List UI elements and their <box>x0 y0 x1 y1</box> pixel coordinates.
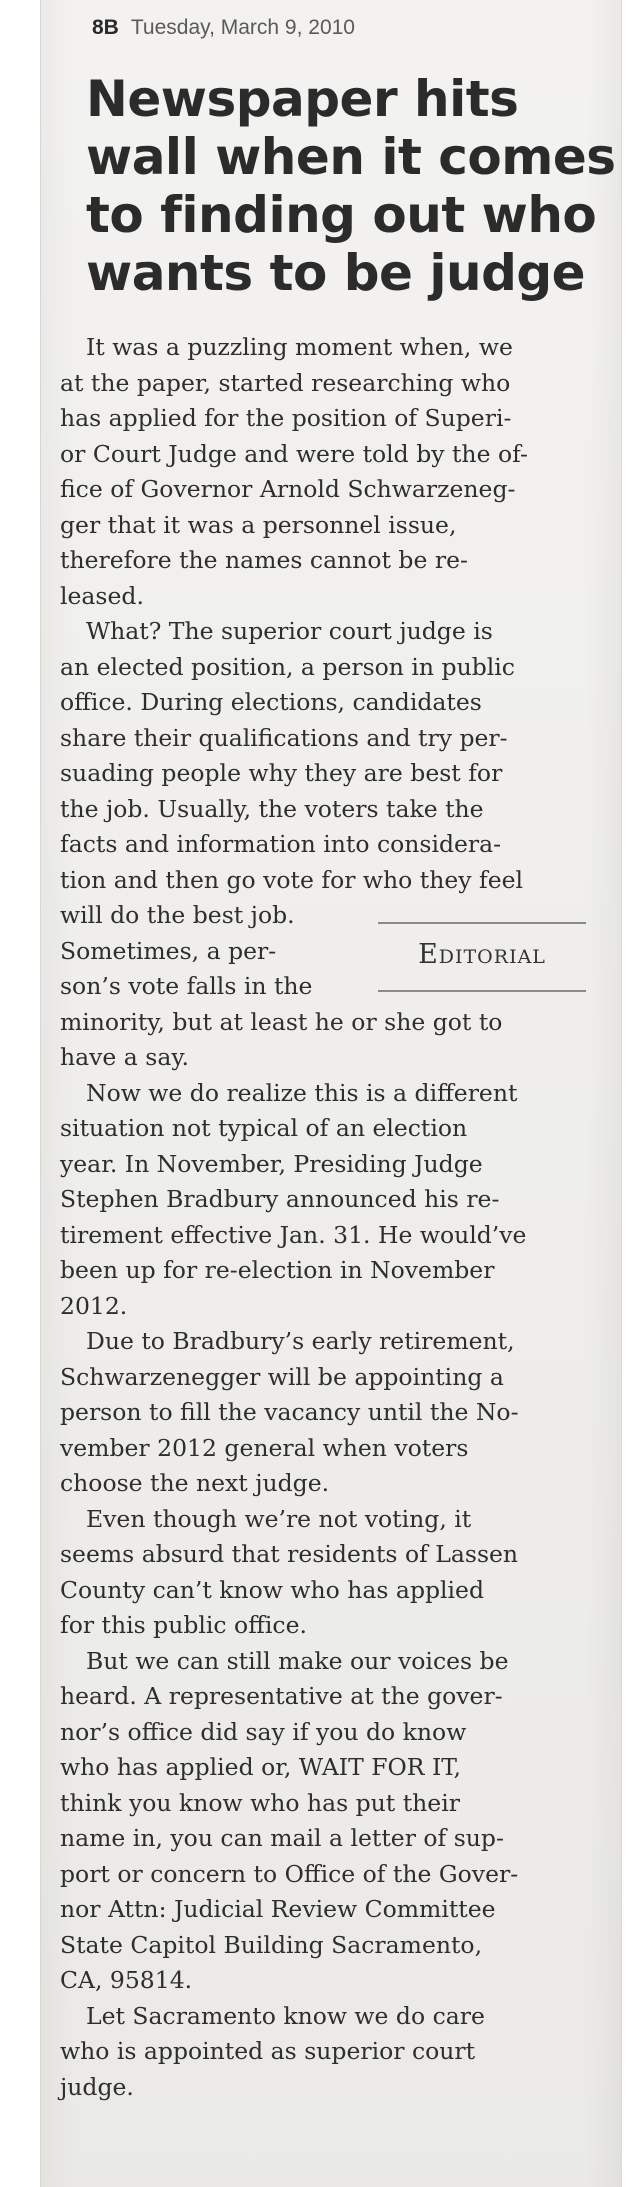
article-line: who has applied or, WAIT FOR IT, <box>60 1753 461 1781</box>
publication-date: Tuesday, March 9, 2010 <box>130 16 355 39</box>
article-line: Sometimes, a per- <box>60 936 277 965</box>
article-line: tion and then go vote for who they feel <box>60 865 524 894</box>
article-line: leased. <box>60 581 144 610</box>
article-line: been up for re-election in November <box>60 1256 495 1284</box>
article-line: seems absurd that residents of Lassen <box>60 1540 519 1568</box>
article-line: name in, you can mail a letter of sup- <box>60 1824 504 1852</box>
article-line: situation not typical of an election <box>60 1114 468 1142</box>
headline-line: to finding out who <box>86 186 597 244</box>
article-line: who is appointed as superior court <box>60 2037 476 2065</box>
article-line: an elected position, a person in public <box>60 652 515 681</box>
article-line: minority, but at least he or she got to <box>60 1007 503 1036</box>
article-line: fice of Governor Arnold Schwarzeneg- <box>60 475 516 503</box>
article-line: ger that it was a personnel issue, <box>60 510 457 539</box>
article-line: It was a puzzling moment when, we <box>86 333 513 361</box>
headline-line: wants to be judge <box>86 244 586 302</box>
page-number: 8B <box>92 16 119 39</box>
article-line: County can’t know who has applied <box>60 1575 485 1604</box>
article-line: suading people why they are best for <box>60 759 503 787</box>
article-line: year. In November, Presiding Judge <box>60 1149 483 1178</box>
article-line: judge. <box>60 2072 134 2101</box>
article-line: Stephen Bradbury announced his re- <box>60 1185 500 1213</box>
article-line: vember 2012 general when voters <box>60 1433 469 1462</box>
article-body <box>60 330 605 2105</box>
article-line: Due to Bradbury’s early retirement, <box>86 1327 515 1355</box>
article-line: What? The superior court judge is <box>86 617 493 645</box>
article-line: has applied for the position of Superi- <box>60 404 512 432</box>
article-line: tirement effective Jan. 31. He would’ve <box>60 1220 527 1249</box>
article-line: or Court Judge and were told by the of- <box>60 439 528 468</box>
article-line: facts and information into considera- <box>60 830 502 858</box>
headline-line: Newspaper hits <box>86 70 519 128</box>
article-line: port or concern to Office of the Gover- <box>60 1859 519 1888</box>
headline-line: wall when it comes <box>86 128 616 186</box>
article-line: share their qualifications and try per- <box>60 723 508 752</box>
article-line: will do the best job. <box>60 901 295 929</box>
article-line: 2012. <box>60 1291 128 1320</box>
article-line: have a say. <box>60 1043 189 1071</box>
article-line: nor Attn: Judicial Review Committee <box>60 1895 496 1923</box>
article-line: nor’s office did say if you do know <box>60 1717 467 1746</box>
article-line: for this public office. <box>60 1611 307 1639</box>
headline <box>86 70 616 302</box>
folio-line <box>92 16 355 40</box>
article-line: office. During elections, candidates <box>60 688 482 716</box>
article-line: think you know who has put their <box>60 1788 460 1817</box>
article-line: person to fill the vacancy until the No- <box>60 1398 519 1426</box>
article-line: heard. A representative at the gover- <box>60 1682 503 1710</box>
article-line: CA, 95814. <box>60 1966 193 1994</box>
article-line: Now we do realize this is a different <box>86 1078 518 1107</box>
article-line: choose the next judge. <box>60 1469 330 1497</box>
article-line: son’s vote falls in the <box>60 972 313 1000</box>
article-line: Schwarzenegger will be appointing a <box>60 1362 504 1391</box>
article-line: the job. Usually, the voters take the <box>60 794 484 823</box>
article-line: at the paper, started researching who <box>60 368 511 397</box>
article-line: State Capitol Building Sacramento, <box>60 1930 483 1959</box>
article-line: Let Sacramento know we do care <box>86 2001 485 2030</box>
article-line: Even though we’re not voting, it <box>86 1504 472 1533</box>
article-line: therefore the names cannot be re- <box>60 546 468 574</box>
editorial-label: Editorial <box>378 922 586 992</box>
article-line: But we can still make our voices be <box>86 1646 509 1675</box>
